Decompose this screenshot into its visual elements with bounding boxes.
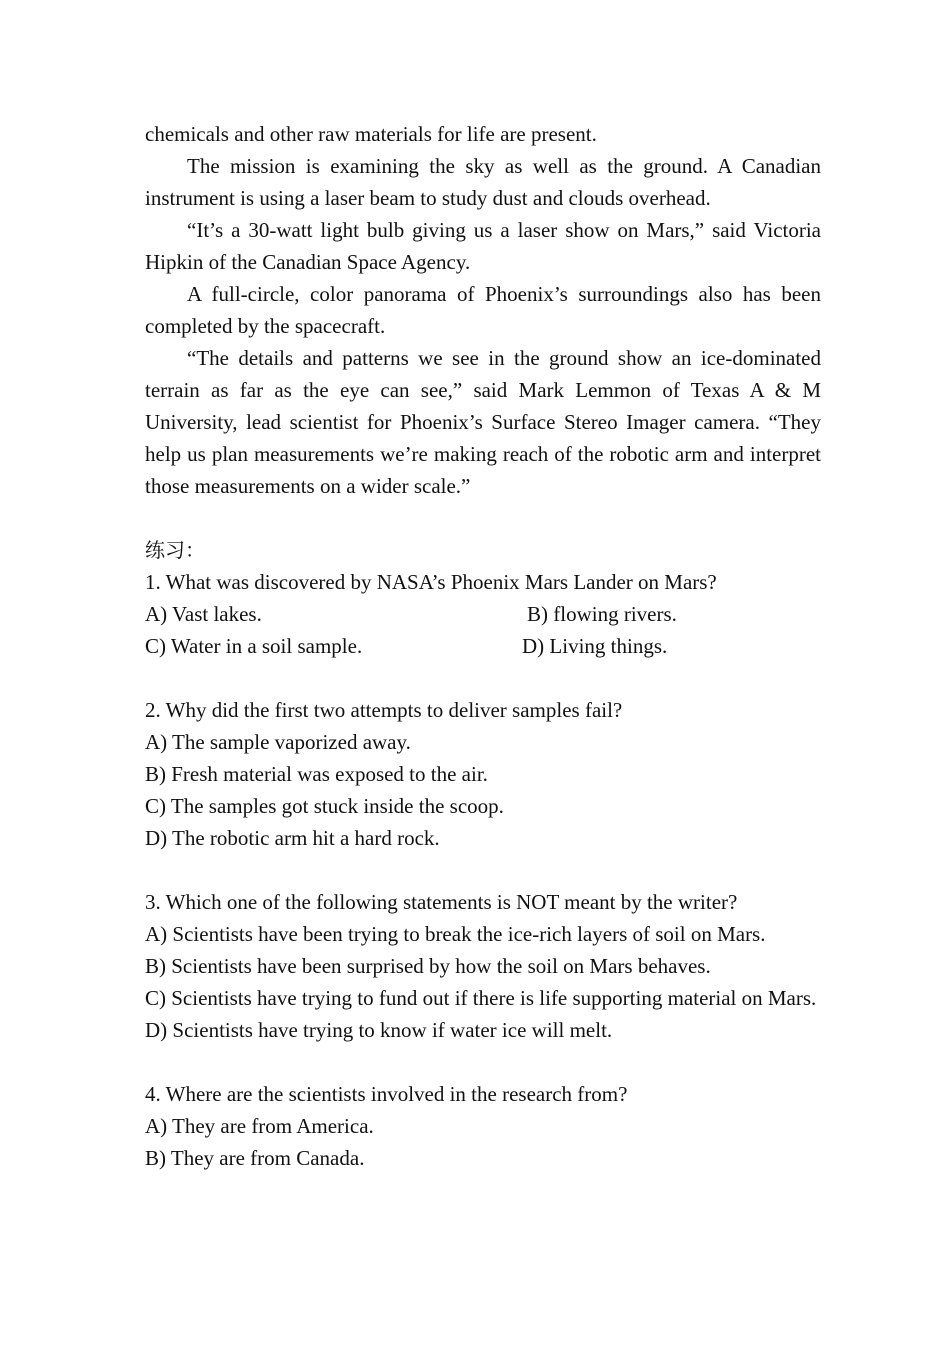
question-1-option-c: C) Water in a soil sample. xyxy=(145,634,363,658)
question-1-options-row-1 xyxy=(145,598,821,630)
spacer xyxy=(145,854,821,886)
question-2-option-a: A) The sample vaporized away. xyxy=(145,730,411,754)
question-1-option-d: D) Living things. xyxy=(522,634,668,658)
passage-paragraph-1: chemicals and other raw materials for life are present. xyxy=(145,122,597,146)
passage-paragraph-3: “It’s a 30-watt light bulb giving us a laser show on Mars,” said Victoria Hipkin of the Canadian Space Agency. xyxy=(145,218,821,274)
question-1-option-a: A) Vast lakes. xyxy=(145,602,262,626)
question-3-option-c: C) Scientists have trying to fund out if there is life supporting material on Mars. xyxy=(145,986,817,1010)
question-4-option-a: A) They are from America. xyxy=(145,1114,374,1138)
question-1-option-b: B) flowing rivers. xyxy=(527,602,677,626)
question-3-option-a: A) Scientists have been trying to break the ice-rich layers of soil on Mars. xyxy=(145,922,766,946)
spacer xyxy=(145,502,821,534)
question-3-option-d: D) Scientists have trying to know if water ice will melt. xyxy=(145,1018,613,1042)
question-2-option-c: C) The samples got stuck inside the scoop. xyxy=(145,794,504,818)
question-1-options-row-2 xyxy=(145,630,821,662)
question-1-text: 1. What was discovered by NASA’s Phoenix Mars Lander on Mars? xyxy=(145,570,717,594)
question-2-option-d: D) The robotic arm hit a hard rock. xyxy=(145,826,440,850)
question-3-option-b: B) Scientists have been surprised by how the soil on Mars behaves. xyxy=(145,954,711,978)
passage-paragraph-5: “The details and patterns we see in the ground show an ice-dominated terrain as far as the eye can see,” said Mark Lemmon of Texas A & M University, lead scientist for Phoenix’s Surface Stereo Imager camera. “They help us plan measurements we’re making reach of the robotic arm and interpret those measurements on a wider scale.” xyxy=(145,346,821,498)
question-3-text: 3. Which one of the following statements is NOT meant by the writer? xyxy=(145,890,738,914)
spacer xyxy=(145,1046,821,1078)
passage-paragraph-2: The mission is examining the sky as well as the ground. A Canadian instrument is using a laser beam to study dust and clouds overhead. xyxy=(145,154,821,210)
question-4-option-b: B) They are from Canada. xyxy=(145,1146,365,1170)
question-2-text: 2. Why did the first two attempts to deliver samples fail? xyxy=(145,698,623,722)
spacer xyxy=(145,662,821,694)
document-body xyxy=(145,118,821,1174)
exercise-heading: 练习： xyxy=(145,538,205,562)
passage-paragraph-4: A full-circle, color panorama of Phoenix’s surroundings also has been completed by the spacecraft. xyxy=(145,282,821,338)
question-2-option-b: B) Fresh material was exposed to the air. xyxy=(145,762,488,786)
question-4-text: 4. Where are the scientists involved in the research from? xyxy=(145,1082,628,1106)
